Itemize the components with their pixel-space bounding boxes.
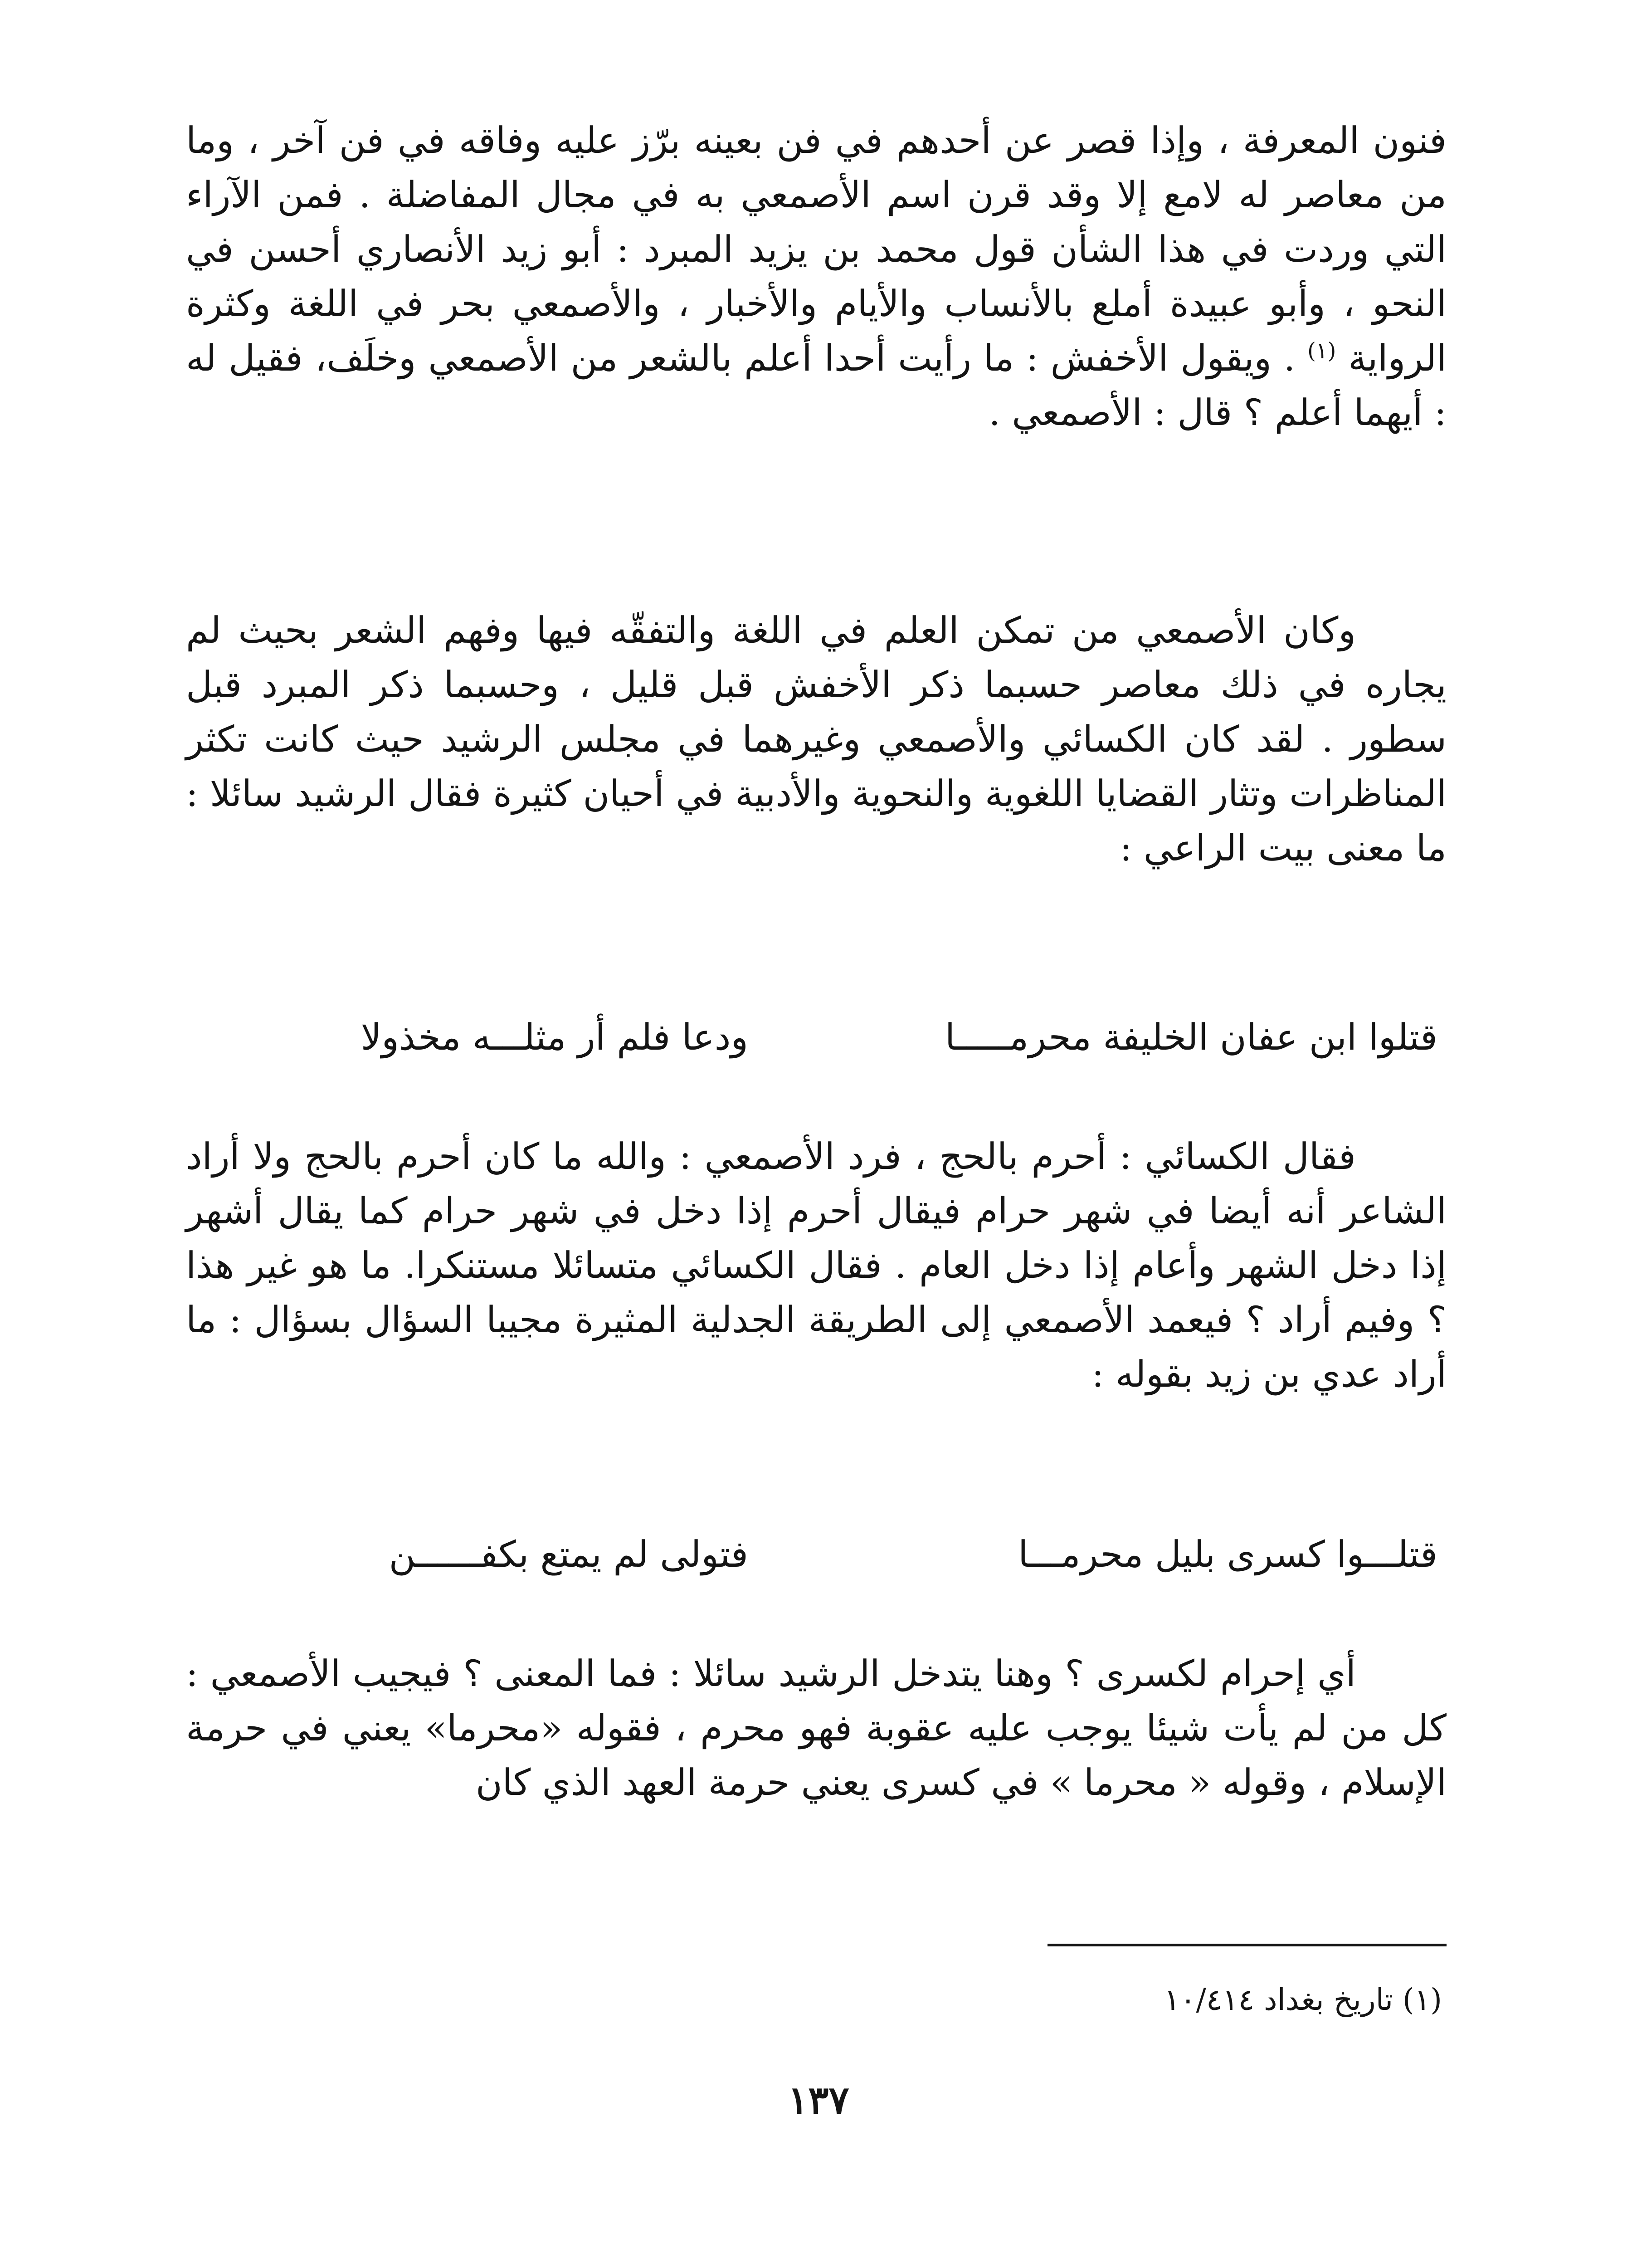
- footnote-marker: (١): [1307, 338, 1336, 364]
- verse-2-second-hemistich: فتولى لم يمتع بكفــــــن: [389, 1533, 748, 1575]
- paragraph-2-text: وكان الأصمعي من تمكن العلم في اللغة والتفقّه فيها وفهم الشعر بحيث لم يجاره في ذلك معاصر حسبما ذكر الأخفش قبل قليل ، وحسبما ذكر المبرد قبل سطور . لقد كان الكسائي والأصمعي وغيرهما في مجلس الرشيد حيث كانت تكثر المناظرات وتثار القضايا اللغوية والنحوية والأدبية في أحيان كثيرة فقال الرشيد سائلا : ما معنى بيت الراعي :: [186, 609, 1447, 869]
- paragraph-4-text: أي إحرام لكسرى ؟ وهنا يتدخل الرشيد سائلا : فما المعنى ؟ فيجيب الأصمعي : كل من لم يأت شيئا يوجب عليه عقوبة فهو محرم ، فقوله «محرما» يعني في حرمة الإسلام ، وقوله « محرما » في كسرى يعني حرمة العهد الذي كان: [186, 1652, 1447, 1804]
- paragraph-3: [186, 1129, 1447, 1402]
- footnote: (١) تاريخ بغداد ١٠/٤١٤: [1164, 1982, 1442, 2017]
- verse-1-first-hemistich: قتلوا ابن عفان الخليفة محرمـــــا: [945, 1016, 1437, 1058]
- paragraph-1-tail: . ويقول الأخفش : ما رأيت أحدا أعلم بالشعر من الأصمعي وخلَف، فقيل له : أيهما أعلم ؟ قال : الأصمعي .: [186, 337, 1447, 434]
- verse-1: [177, 1016, 1437, 1084]
- page-number: ١٣٧: [788, 2077, 849, 2122]
- verse-1-second-hemistich: ودعا فلم أر مثلـــه مخذولا: [361, 1016, 748, 1058]
- footnote-divider: [1047, 1944, 1447, 1946]
- verse-2: [177, 1533, 1437, 1601]
- paragraph-2: [186, 603, 1447, 875]
- paragraph-1-text: [186, 113, 1447, 440]
- paragraph-1-body: فنون المعرفة ، وإذا قصر عن أحدهم في فن بعينه برّز عليه وفاقه في فن آخر ، وما من معاصر له لامع إلا وقد قرن اسم الأصمعي به في مجال المفاضلة . فمن الآراء التي وردت في هذا الشأن قول محمد بن يزيد المبرد : أبو زيد الأنصاري أحسن في النحو ، وأبو عبيدة أملع بالأنساب والأيام والأخبار ، والأصمعي بحر في اللغة وكثرة الرواية: [186, 119, 1447, 379]
- verse-2-first-hemistich: قتلـــوا كسرى بليل محرمـــا: [1018, 1533, 1437, 1575]
- paragraph-4: [186, 1647, 1447, 1810]
- paragraph-3-text: فقال الكسائي : أحرم بالحج ، فرد الأصمعي : والله ما كان أحرم بالحج ولا أراد الشاعر أنه أيضا في شهر حرام فيقال أحرم إذا دخل في شهر حرام كما يقال أشهر إذا دخل الشهر وأعام إذا دخل العام . فقال الكسائي متسائلا مستنكرا. ما هو غير هذا ؟ وفيم أراد ؟ فيعمد الأصمعي إلى الطريقة الجدلية المثيرة مجيبا السؤال بسؤال : ما أراد عدي بن زيد بقوله :: [186, 1135, 1447, 1395]
- paragraph-1: [186, 113, 1447, 440]
